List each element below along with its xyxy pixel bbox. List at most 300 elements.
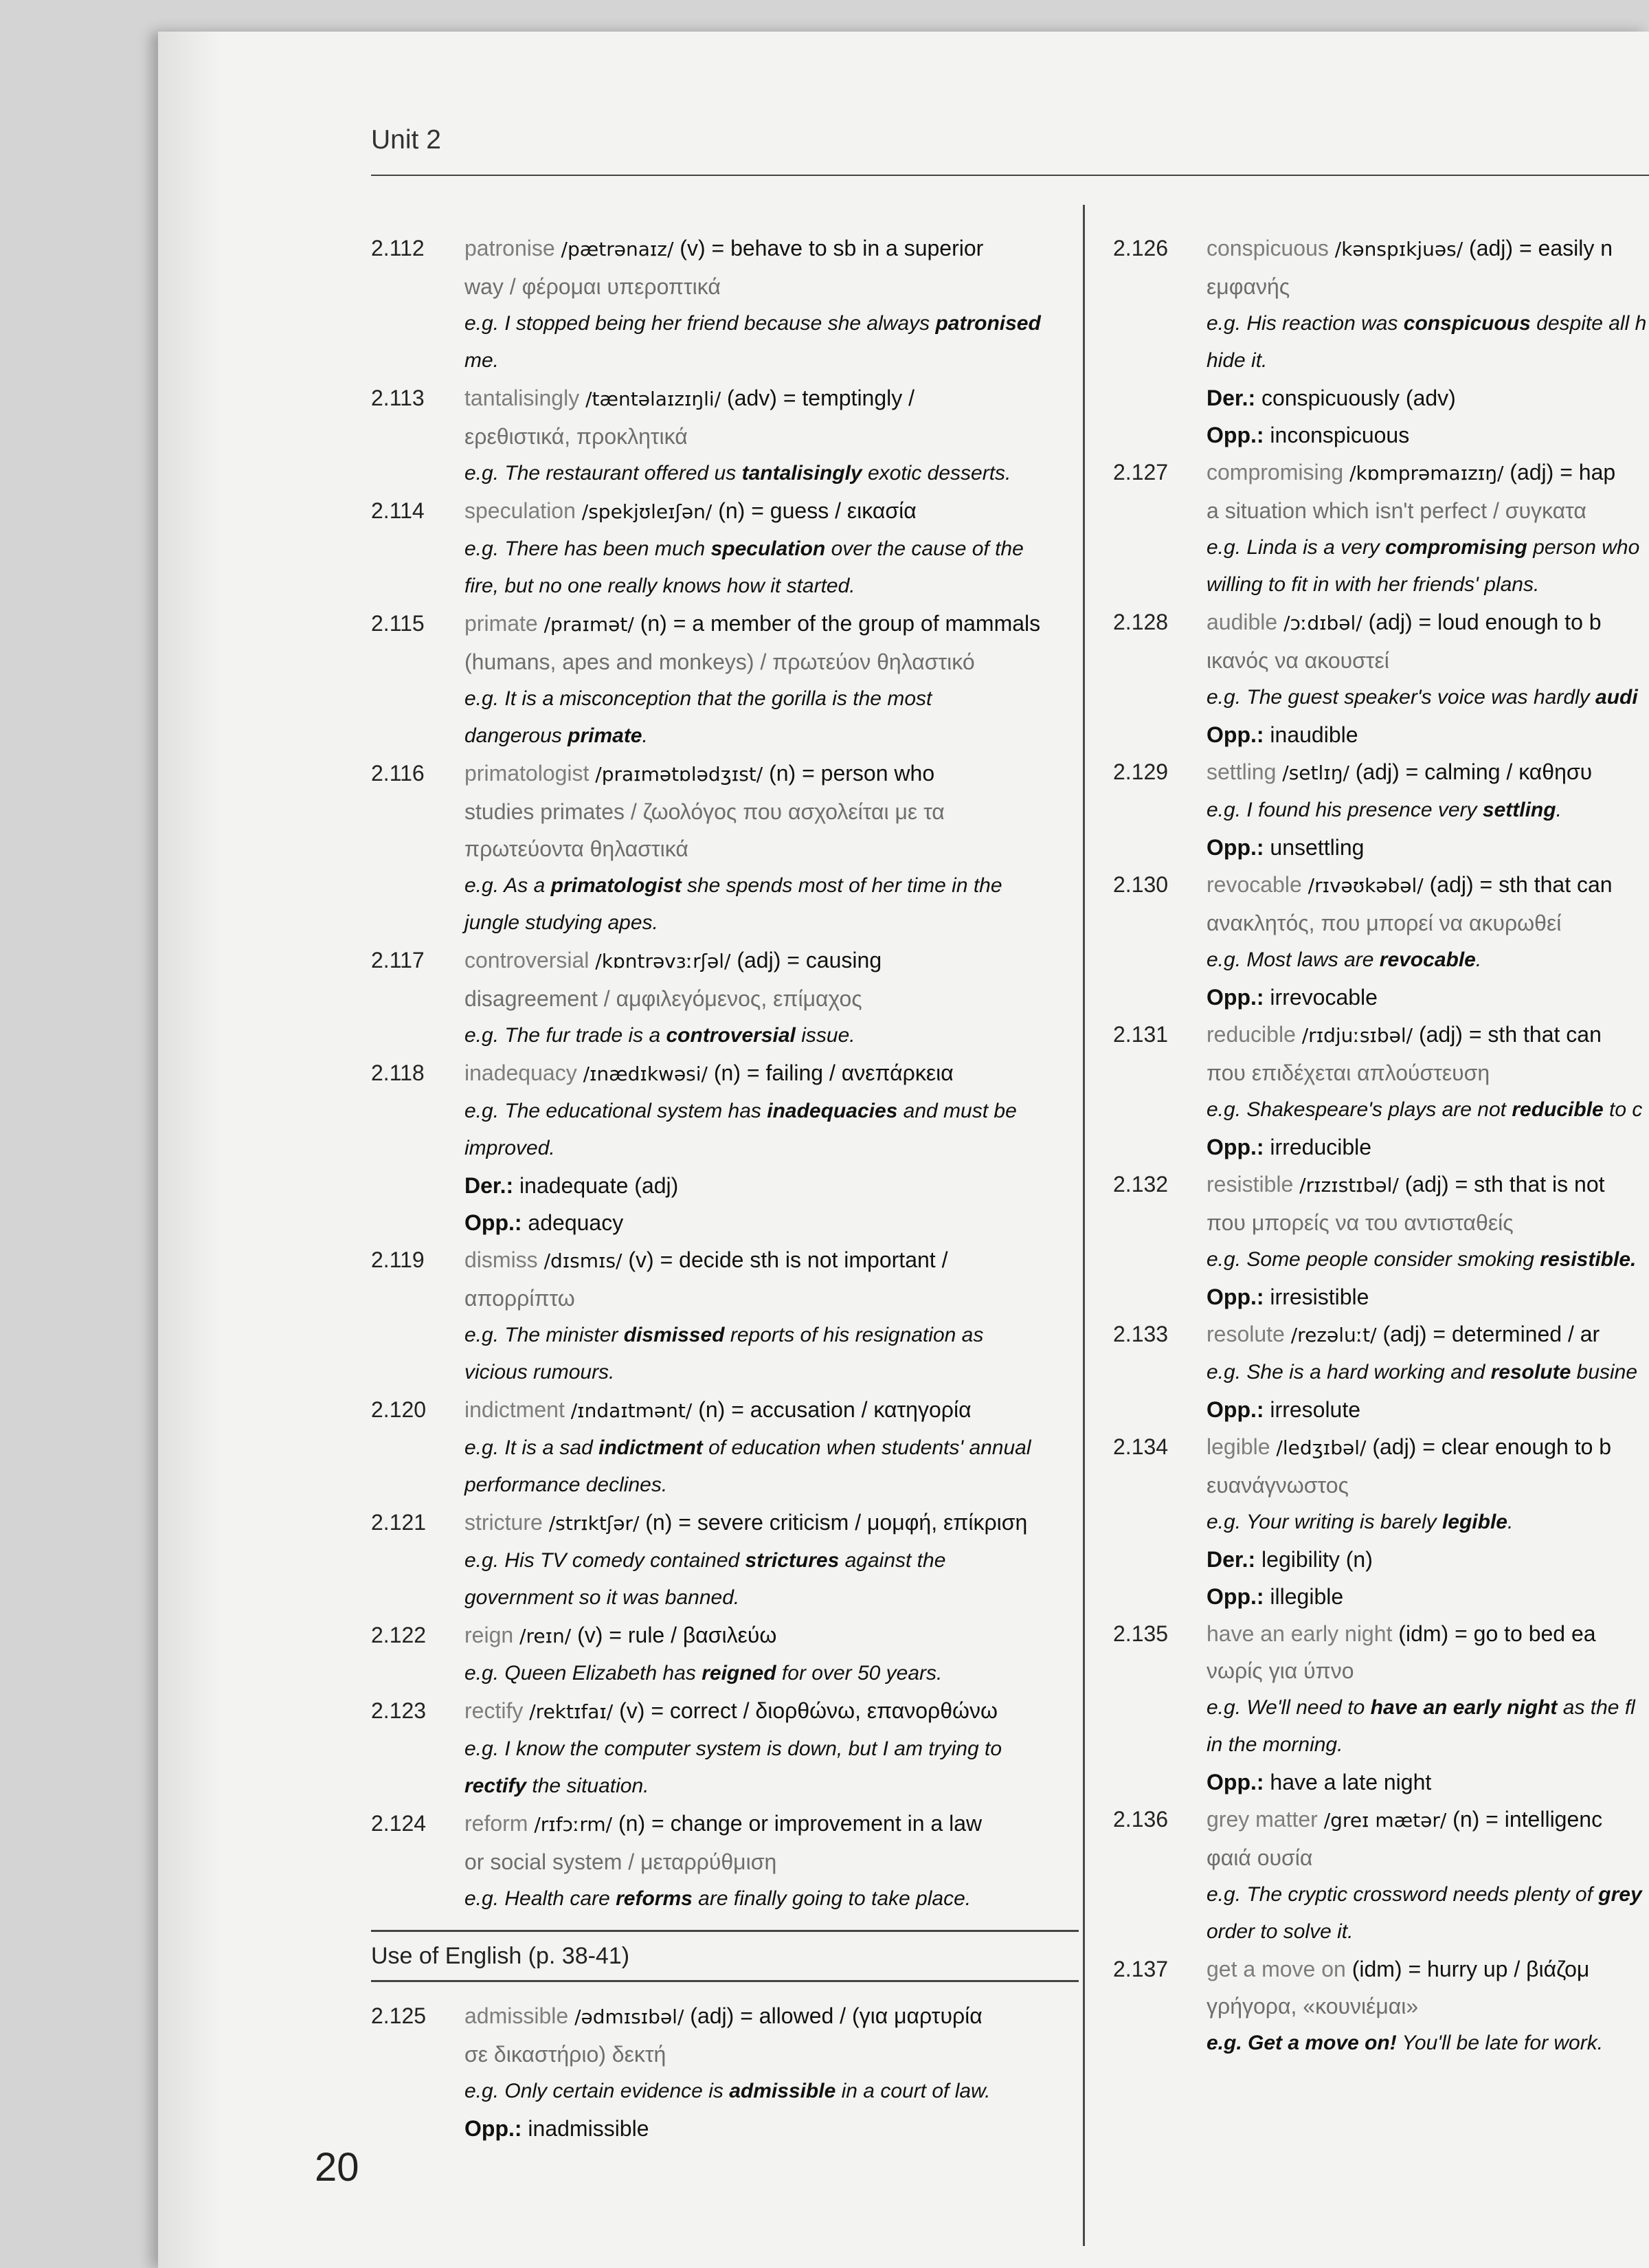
definition-continued: studies primates / ζωολόγος που ασχολείται με τα — [464, 799, 945, 824]
definition: (n) = a member of the group of mammals — [640, 611, 1041, 636]
example-keyword: rectify — [464, 1775, 527, 1797]
entry-line — [464, 1280, 1079, 1317]
entry-line — [1207, 1428, 1649, 1467]
entry-body — [1207, 753, 1649, 866]
headword: rectify — [464, 1698, 524, 1723]
example-keyword: resolute — [1490, 1361, 1571, 1383]
example-text: e.g. I stopped being her friend because she always — [464, 312, 936, 335]
entry-line — [464, 1354, 1079, 1391]
example-text: e.g. The fur trade is a — [464, 1024, 666, 1047]
example-text: exotic desserts. — [862, 462, 1011, 485]
entry-body — [464, 1616, 1079, 1692]
entry-number: 2.128 — [1113, 610, 1169, 634]
entry-line — [464, 680, 1079, 718]
example-text: for over 50 years. — [776, 1662, 943, 1685]
example-text: e.g. She is a hard working and — [1207, 1361, 1491, 1383]
entry-line — [1207, 1129, 1649, 1166]
example-text: e.g. As a — [464, 874, 551, 897]
entry-number: 2.129 — [1113, 759, 1169, 784]
phonetic-transcription: /pætrənaɪz/ — [561, 238, 674, 260]
example-text: . — [1556, 799, 1562, 821]
phonetic-transcription: /rektɪfaɪ/ — [529, 1700, 614, 1723]
entry-number: 2.113 — [371, 386, 425, 410]
headword: audible — [1207, 610, 1278, 634]
entry-number: 2.137 — [1113, 1957, 1169, 1981]
headword: revocable — [1207, 872, 1302, 897]
derivative-label: Opp.: — [1207, 985, 1264, 1010]
definition: (adj) = loud enough to b — [1368, 610, 1602, 634]
example-keyword: grey — [1598, 1883, 1642, 1906]
example-keyword: inadequacies — [767, 1100, 898, 1122]
phonetic-transcription: /rɪvəʊkəbəl/ — [1308, 874, 1424, 897]
example-keyword: speculation — [710, 537, 826, 560]
vocab-entry — [371, 605, 1079, 755]
entry-line — [464, 1130, 1079, 1167]
definition: (adj) = hap — [1510, 460, 1616, 485]
definition-continued: πρωτεύοντα θηλαστικά — [464, 836, 688, 861]
derivative-word: irresistible — [1264, 1285, 1369, 1309]
example-keyword: e.g. Get a move on! — [1207, 2032, 1397, 2054]
example-keyword: patronised — [935, 312, 1041, 335]
entry-line — [1207, 904, 1649, 942]
example-keyword: controversial — [666, 1024, 796, 1047]
phonetic-transcription: /kənspɪkjuəs/ — [1334, 238, 1463, 260]
definition-continued: απορρίπτω — [464, 1286, 575, 1311]
example-keyword: strictures — [745, 1549, 840, 1572]
example-text: e.g. Linda is a very — [1207, 536, 1386, 559]
example-text: e.g. Only certain evidence is — [464, 2080, 730, 2102]
entry-line — [1207, 529, 1649, 566]
book-page — [158, 32, 1649, 2268]
entry-line — [464, 2073, 1079, 2110]
example-text: hide it. — [1207, 349, 1268, 372]
definition-continued: way / φέρομαι υπεροπτικά — [464, 274, 721, 299]
definition: (adj) = sth that can — [1429, 872, 1613, 897]
phonetic-transcription: /reɪn/ — [519, 1625, 572, 1647]
derivative-word: irrevocable — [1264, 985, 1378, 1010]
entry-line — [464, 904, 1079, 942]
entry-number: 2.115 — [371, 611, 425, 636]
entry-line — [1207, 829, 1649, 866]
example-keyword: indictment — [598, 1436, 703, 1459]
entry-number: 2.133 — [1113, 1322, 1169, 1346]
example-text: e.g. Most laws are — [1207, 948, 1380, 971]
definition-continued: ανακλητός, που μπορεί να ακυρωθεί — [1207, 911, 1562, 935]
definition-continued: εμφανής — [1207, 274, 1290, 299]
derivative-label: Opp.: — [1207, 1135, 1264, 1159]
left-column — [371, 230, 1079, 2147]
entry-line — [464, 455, 1079, 492]
headword: reducible — [1207, 1022, 1296, 1047]
headword: admissible — [464, 2003, 569, 2028]
entry-line — [464, 379, 1079, 418]
entry-line — [1207, 1652, 1649, 1689]
entry-line — [1207, 679, 1649, 716]
entry-body — [1207, 1801, 1649, 1950]
entry-number: 2.120 — [371, 1397, 427, 1422]
entry-number: 2.132 — [1113, 1172, 1169, 1197]
phonetic-transcription: /greɪ mætər/ — [1323, 1809, 1447, 1832]
example-keyword: revocable — [1379, 948, 1476, 971]
vocab-entry — [1113, 1615, 1649, 1801]
entry-body — [1207, 1950, 1649, 2062]
phonetic-transcription: /spekjʊleɪʃən/ — [581, 500, 713, 523]
example-text: . — [642, 724, 648, 747]
phonetic-transcription: /ɔːdɪbəl/ — [1283, 612, 1362, 634]
entry-line — [1207, 566, 1649, 603]
vocab-entry — [1113, 1801, 1649, 1950]
definition-continued: (humans, apes and monkeys) / πρωτεύον θηλαστικό — [464, 649, 975, 674]
entry-line — [1207, 379, 1649, 416]
vocab-entry — [1113, 454, 1649, 603]
headword: settling — [1207, 759, 1277, 784]
entry-line — [1207, 1950, 1649, 1988]
entry-body — [1207, 1166, 1649, 1315]
entry-line — [1207, 1278, 1649, 1315]
headword: dismiss — [464, 1247, 538, 1272]
headword: reform — [464, 1811, 528, 1836]
example-text: in a court of law. — [835, 2080, 991, 2102]
entry-body — [464, 1054, 1079, 1241]
vocab-entry — [371, 1692, 1079, 1805]
entry-line — [1207, 1913, 1649, 1950]
phonetic-transcription: /ledʒɪbəl/ — [1276, 1436, 1367, 1459]
entry-line — [1207, 268, 1649, 305]
definition: (adj) = clear enough to b — [1372, 1434, 1612, 1459]
entry-line — [464, 268, 1079, 305]
phonetic-transcription: /praɪmət/ — [543, 613, 634, 636]
entry-line — [464, 1731, 1079, 1768]
entry-line — [1207, 1241, 1649, 1278]
example-text: willing to fit in with her friends' plans. — [1207, 573, 1540, 596]
phonetic-transcription: /dɪsmɪs/ — [543, 1249, 622, 1272]
definition: (v) = correct / διορθώνω, επανορθώνω — [619, 1698, 998, 1723]
definition: (adj) = sth that can — [1418, 1022, 1602, 1047]
definition: (adj) = determined / ar — [1382, 1322, 1600, 1346]
entry-line — [464, 1579, 1079, 1616]
entry-line — [1207, 230, 1649, 268]
vocab-entry — [371, 1805, 1079, 1917]
headword: compromising — [1207, 460, 1344, 485]
entry-line — [464, 793, 1079, 830]
example-text: e.g. The minister — [464, 1324, 624, 1346]
entry-number: 2.126 — [1113, 236, 1169, 260]
entry-line — [1207, 1204, 1649, 1241]
vocab-entry — [371, 492, 1079, 605]
derivative-word: irreducible — [1264, 1135, 1372, 1159]
vocab-entry — [1113, 1315, 1649, 1428]
entry-line — [1207, 1467, 1649, 1504]
phonetic-transcription: /kɒmprəmaɪzɪŋ/ — [1349, 462, 1504, 485]
phonetic-transcription: /rɪdjuːsɪbəl/ — [1301, 1024, 1413, 1047]
headword: legible — [1207, 1434, 1270, 1459]
entry-line — [1207, 1541, 1649, 1578]
example-text: against the — [839, 1549, 946, 1572]
entry-body — [464, 942, 1079, 1054]
entry-line — [1207, 1726, 1649, 1764]
headword: inadequacy — [464, 1060, 577, 1085]
entry-line — [464, 418, 1079, 455]
entry-line — [1207, 492, 1649, 529]
entry-line — [464, 718, 1079, 755]
example-keyword: have an early night — [1370, 1696, 1558, 1719]
vocab-entry — [1113, 1950, 1649, 2062]
entry-line — [464, 1317, 1079, 1354]
example-text: fire, but no one really knows how it started. — [464, 575, 855, 597]
entry-body — [1207, 230, 1649, 454]
definition: (n) = person who — [769, 761, 935, 786]
definition-continued: φαιά ουσία — [1207, 1845, 1313, 1870]
derivative-label: Opp.: — [1207, 1285, 1264, 1309]
entry-body — [1207, 1016, 1649, 1166]
derivative-label: Opp.: — [1207, 1770, 1264, 1794]
vocab-entry — [371, 1054, 1079, 1241]
entry-line — [464, 342, 1079, 379]
vocab-entry — [371, 1241, 1079, 1391]
phonetic-transcription: /kɒntrəvɜːrʃəl/ — [595, 950, 731, 972]
entry-line — [464, 1204, 1079, 1241]
derivative-word: unsettling — [1264, 835, 1365, 860]
entry-body — [1207, 454, 1649, 603]
entry-body — [464, 1504, 1079, 1616]
example-text: busine — [1571, 1361, 1638, 1383]
headword: patronise — [464, 236, 555, 260]
headword: get a move on — [1207, 1957, 1346, 1981]
entry-line — [1207, 1016, 1649, 1054]
example-text: vicious rumours. — [464, 1361, 615, 1383]
entry-line — [1207, 1315, 1649, 1354]
vocab-entry — [371, 230, 1079, 379]
example-keyword: conspicuous — [1403, 312, 1531, 335]
example-text: e.g. The educational system has — [464, 1100, 767, 1122]
vocab-entry — [1113, 866, 1649, 1016]
entry-line — [1207, 2025, 1649, 2062]
example-keyword: compromising — [1385, 536, 1527, 559]
headword: grey matter — [1207, 1807, 1318, 1832]
entry-number: 2.114 — [371, 498, 425, 523]
entry-line — [1207, 642, 1649, 679]
entry-body — [1207, 1315, 1649, 1428]
entry-line — [1207, 1876, 1649, 1913]
example-keyword: reigned — [702, 1662, 776, 1685]
example-text: over the cause of the — [825, 537, 1024, 560]
example-text: me. — [464, 349, 500, 372]
definition: (v) = decide sth is not important / — [628, 1247, 948, 1272]
derivative-word: irresolute — [1264, 1397, 1361, 1422]
vocab-entry — [1113, 753, 1649, 866]
entry-line — [1207, 1615, 1649, 1652]
example-text: e.g. Some people consider smoking — [1207, 1248, 1540, 1271]
example-text: e.g. His TV comedy contained — [464, 1549, 745, 1572]
phonetic-transcription: /rɪfɔːrm/ — [534, 1813, 613, 1836]
entry-line — [1207, 1391, 1649, 1428]
derivative-label: Opp.: — [1207, 1397, 1264, 1422]
headword: controversial — [464, 948, 590, 972]
definition: (v) = behave to sb in a superior — [680, 236, 984, 260]
derivative-label: Opp.: — [464, 2116, 522, 2141]
vocab-entry — [1113, 1428, 1649, 1615]
entry-number: 2.131 — [1113, 1022, 1169, 1047]
example-text: e.g. Shakespeare's plays are not — [1207, 1098, 1512, 1121]
derivative-label: Opp.: — [1207, 835, 1264, 860]
page-number: 20 — [315, 2145, 359, 2190]
headword: tantalisingly — [464, 386, 580, 410]
entry-number: 2.130 — [1113, 872, 1169, 897]
derivative-word: conspicuously (adv) — [1255, 386, 1456, 410]
derivative-word: adequacy — [521, 1210, 624, 1235]
entry-number: 2.119 — [371, 1247, 425, 1272]
example-text: e.g. It is a sad — [464, 1436, 599, 1459]
headword: primate — [464, 611, 538, 636]
right-column — [1113, 230, 1649, 2062]
entry-line — [1207, 603, 1649, 642]
example-text: she spends most of her time in the — [681, 874, 1002, 897]
entry-line — [464, 1542, 1079, 1579]
entry-body — [464, 1692, 1079, 1805]
entry-line — [464, 1805, 1079, 1843]
definition-continued: σε δικαστήριο) δεκτή — [464, 2042, 666, 2067]
example-text: e.g. The guest speaker's voice was hardly — [1207, 686, 1596, 709]
entry-body — [464, 1997, 1079, 2147]
entry-line — [1207, 1054, 1649, 1091]
example-keyword: legible — [1442, 1511, 1507, 1533]
header-rule — [371, 175, 1649, 176]
definition-continued: ικανός να ακουστεί — [1207, 648, 1389, 673]
vocab-entry — [371, 942, 1079, 1054]
example-keyword: audi — [1595, 686, 1638, 709]
example-text: in the morning. — [1207, 1733, 1343, 1756]
entry-line — [464, 1692, 1079, 1731]
entry-line — [464, 830, 1079, 867]
example-text: . — [1507, 1511, 1514, 1533]
example-text: order to solve it. — [1207, 1920, 1354, 1943]
entry-number: 2.125 — [371, 2003, 427, 2028]
example-text: to c — [1603, 1098, 1643, 1121]
definition: (adv) = temptingly / — [727, 386, 915, 410]
derivative-word: inadequate (adj) — [513, 1173, 679, 1198]
example-text: and must be — [897, 1100, 1017, 1122]
example-text: person who — [1527, 536, 1640, 559]
entry-line — [464, 1241, 1079, 1280]
entry-line — [464, 980, 1079, 1017]
entry-line — [464, 531, 1079, 568]
example-keyword: tantalisingly — [741, 462, 862, 485]
entry-number: 2.117 — [371, 948, 425, 972]
unit-title: Unit 2 — [371, 125, 441, 155]
example-text: e.g. Your writing is barely — [1207, 1511, 1442, 1533]
entry-line — [464, 643, 1079, 680]
example-text: reports of his resignation as — [724, 1324, 984, 1346]
entry-line — [1207, 792, 1649, 829]
definition: (n) = intelligenc — [1452, 1807, 1603, 1832]
entry-line — [464, 1467, 1079, 1504]
headword: reign — [464, 1623, 514, 1647]
vocab-entry — [371, 1997, 1079, 2147]
entry-line — [464, 1880, 1079, 1917]
definition-continued: γρήγορα, «κουνιέμαι» — [1207, 1994, 1419, 2019]
entry-line — [464, 1430, 1079, 1467]
entry-number: 2.123 — [371, 1698, 427, 1723]
derivative-label: Der.: — [1207, 1547, 1256, 1572]
definition: (v) = rule / βασιλεύω — [577, 1623, 777, 1647]
vocab-entry — [371, 379, 1079, 492]
vocab-entry — [1113, 1166, 1649, 1315]
definition-continued: νωρίς για ύπνο — [1207, 1658, 1354, 1683]
entry-line — [464, 942, 1079, 980]
entry-number: 2.136 — [1113, 1807, 1169, 1832]
example-text: e.g. We'll need to — [1207, 1696, 1371, 1719]
example-keyword: primate — [568, 724, 642, 747]
example-text: the situation. — [526, 1775, 649, 1797]
example-text: e.g. I found his presence very — [1207, 799, 1483, 821]
definition: (adj) = calming / καθησυ — [1355, 759, 1593, 784]
definition: (idm) = go to bed ea — [1398, 1621, 1596, 1646]
entry-line — [464, 1054, 1079, 1093]
section-heading: Use of English (p. 38-41) — [371, 1930, 1079, 1982]
entry-line — [464, 230, 1079, 268]
example-text: e.g. There has been much — [464, 537, 711, 560]
entry-line — [1207, 942, 1649, 979]
entry-line — [1207, 1354, 1649, 1391]
entry-number: 2.116 — [371, 761, 425, 786]
derivative-word: have a late night — [1264, 1770, 1432, 1794]
derivative-label: Der.: — [1207, 386, 1256, 410]
entry-number: 2.135 — [1113, 1621, 1169, 1646]
vocab-entry — [1113, 603, 1649, 753]
entry-number: 2.134 — [1113, 1434, 1169, 1459]
example-text: are finally going to take place. — [692, 1887, 972, 1910]
entry-line — [464, 1655, 1079, 1692]
example-text: e.g. Queen Elizabeth has — [464, 1662, 702, 1685]
definition: (n) = guess / εικασία — [718, 498, 917, 523]
entry-line — [1207, 1578, 1649, 1615]
entry-number: 2.112 — [371, 236, 425, 260]
entry-line — [1207, 416, 1649, 454]
entry-line — [1207, 1166, 1649, 1204]
example-text: e.g. The cryptic crossword needs plenty of — [1207, 1883, 1599, 1906]
example-text: e.g. His reaction was — [1207, 312, 1404, 335]
entry-line — [1207, 979, 1649, 1016]
derivative-word: illegible — [1264, 1584, 1344, 1609]
vocab-entry — [371, 1504, 1079, 1616]
entry-line — [1207, 1988, 1649, 2025]
entry-line — [1207, 866, 1649, 904]
entry-line — [464, 1997, 1079, 2036]
entry-line — [1207, 1839, 1649, 1876]
entry-line — [1207, 1504, 1649, 1541]
definition: (n) = accusation / κατηγορία — [698, 1397, 972, 1422]
entry-line — [464, 755, 1079, 793]
example-keyword: reforms — [616, 1887, 693, 1910]
derivative-label: Opp.: — [1207, 722, 1264, 747]
entry-body — [464, 755, 1079, 942]
phonetic-transcription: /strɪktʃər/ — [548, 1512, 640, 1535]
headword: have an early night — [1207, 1621, 1393, 1646]
entry-line — [1207, 753, 1649, 792]
entry-line — [464, 1093, 1079, 1130]
entry-line — [464, 1017, 1079, 1054]
entry-line — [1207, 1689, 1649, 1726]
example-text: issue. — [795, 1024, 855, 1047]
headword: conspicuous — [1207, 236, 1329, 260]
entry-line — [464, 568, 1079, 605]
example-text: e.g. The restaurant offered us — [464, 462, 742, 485]
derivative-word: inconspicuous — [1264, 423, 1410, 447]
entry-number: 2.124 — [371, 1811, 427, 1836]
entry-number: 2.127 — [1113, 460, 1169, 485]
entry-body — [464, 1241, 1079, 1391]
column-divider — [1083, 205, 1085, 2246]
